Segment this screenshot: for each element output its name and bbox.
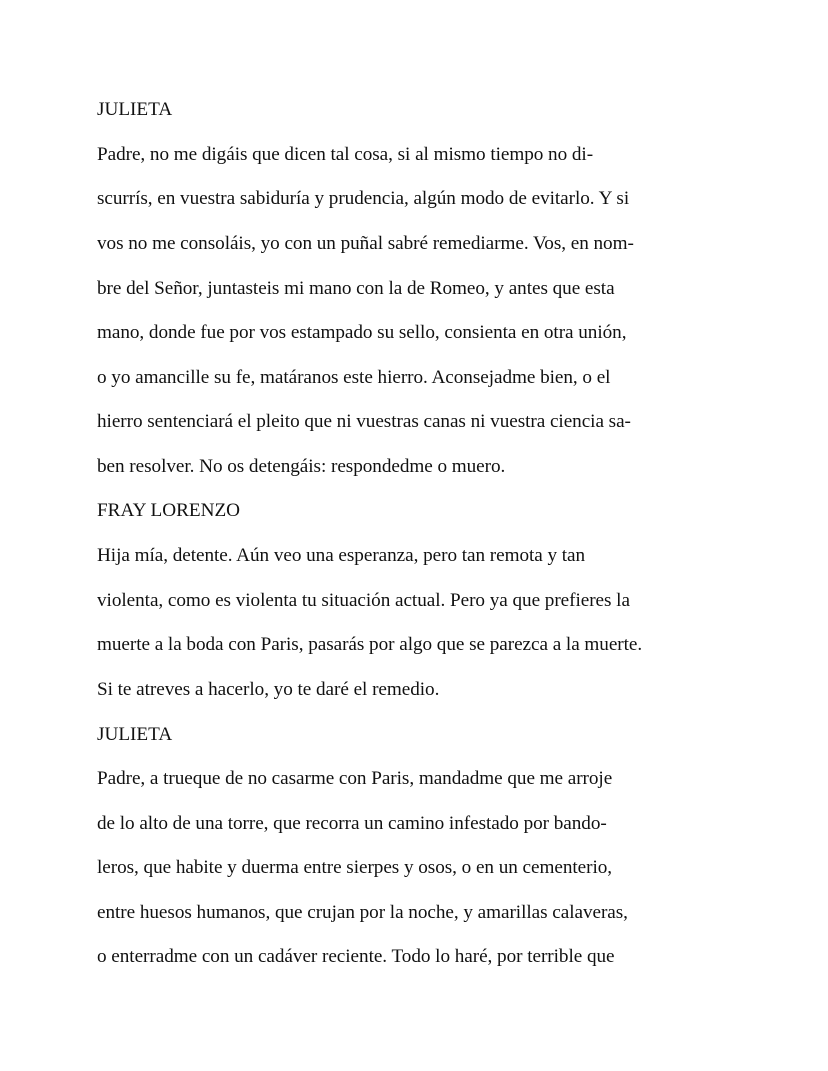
speaker-name: JULIETA [97,724,173,745]
speech-line: entre huesos humanos, que crujan por la noche, y amarillas calaveras, [97,902,628,923]
speech-line: violenta, como es violenta tu situación actual. Pero ya que prefieres la [97,590,630,611]
speech-line: Padre, a trueque de no casarme con Paris, mandadme que me arroje [97,768,613,789]
speech-line: scurrís, en vuestra sabiduría y prudencia, algún modo de evitarlo. Y si [97,188,630,209]
speech-line: de lo alto de una torre, que recorra un camino infestado por bando- [97,813,607,834]
speech-line: hierro sentenciará el pleito que ni vuestras canas ni vuestra ciencia sa- [97,411,631,432]
speech-line: vos no me consoláis, yo con un puñal sabré remediarme. Vos, en nom- [97,233,634,254]
speech-line: o enterradme con un cadáver reciente. Todo lo haré, por terrible que [97,946,615,967]
speaker-name: FRAY LORENZO [97,500,241,521]
speech-line: mano, donde fue por vos estampado su sello, consienta en otra unión, [97,322,627,343]
speech-line: leros, que habite y duerma entre sierpes y osos, o en un cementerio, [97,857,613,878]
speech-line: Si te atreves a hacerlo, yo te daré el remedio. [97,679,440,700]
speech-line: Hija mía, detente. Aún veo una esperanza, pero tan remota y tan [97,545,586,566]
speech-line: bre del Señor, juntasteis mi mano con la de Romeo, y antes que esta [97,278,615,299]
speech-line: o yo amancille su fe, matáranos este hierro. Aconsejadme bien, o el [97,367,611,388]
speech-line: ben resolver. No os detengáis: respondedme o muero. [97,456,506,477]
speech-line: muerte a la boda con Paris, pasarás por algo que se parezca a la muerte. [97,634,643,655]
speech-line: Padre, no me digáis que dicen tal cosa, si al mismo tiempo no di- [97,144,594,165]
speaker-name: JULIETA [97,99,173,120]
